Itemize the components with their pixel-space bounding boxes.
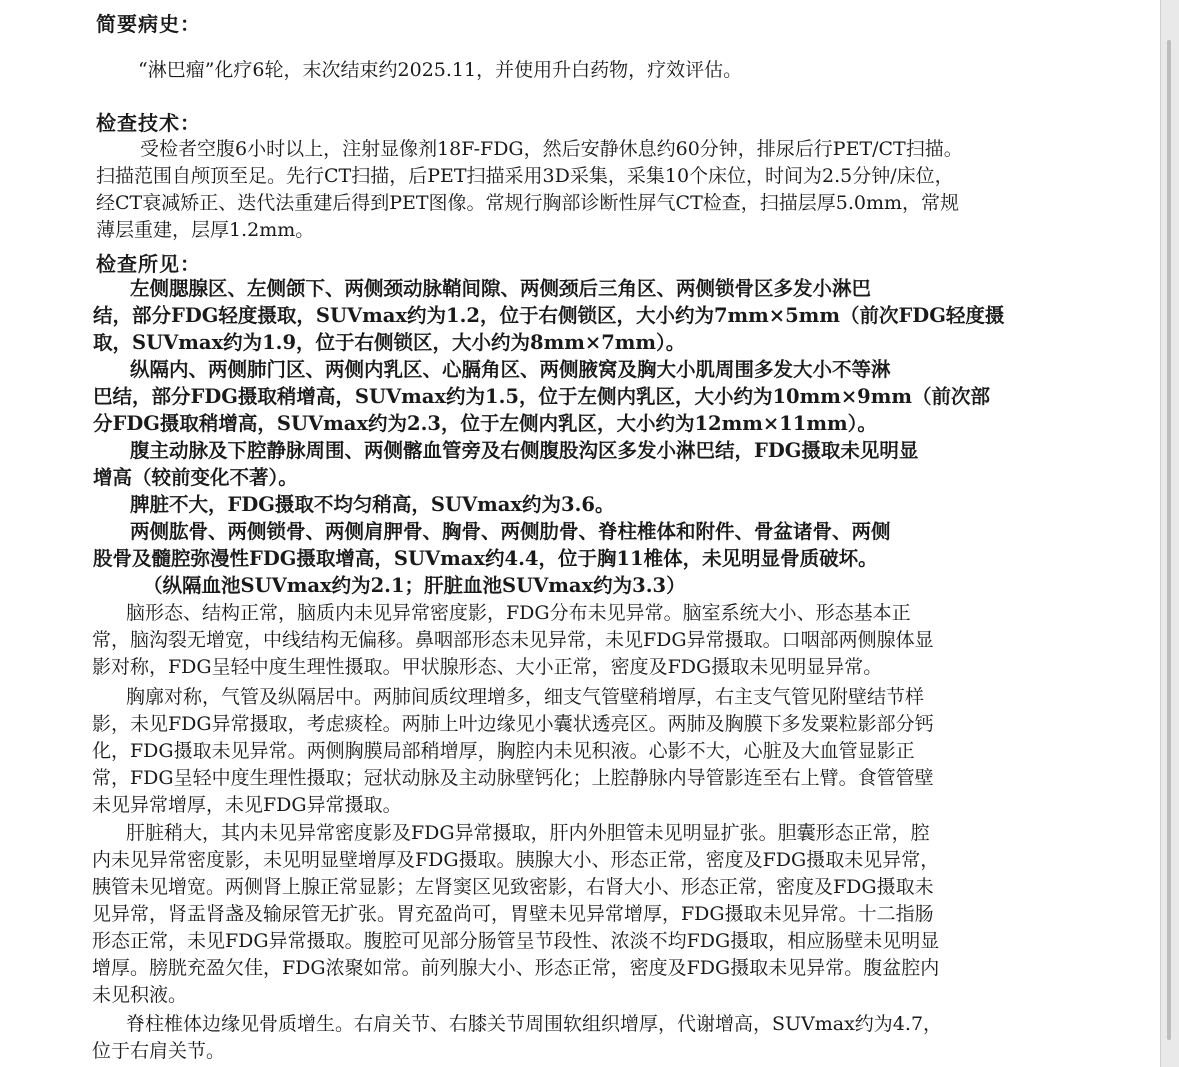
findings-line: 见异常，肾盂肾盏及输尿管无扩张。胃充盈尚可，胃壁未见异常增厚，FDG摄取未见异常。十二指肠 <box>92 903 934 925</box>
technique-heading: 检查技术： <box>96 111 201 135</box>
findings-bold-line: 结，部分FDG轻度摄取，SUVmax约为1.2，位于右侧锁区，大小约为7mm×5mm（前次FDG轻度摄 <box>93 304 1005 327</box>
findings-line: 肝脏稍大，其内未见异常密度影及FDG异常摄取，肝内外胆管未见明显扩张。胆囊形态正常，腔 <box>126 822 930 844</box>
technique-line: 薄层重建，层厚1.2mm。 <box>96 219 315 241</box>
findings-line: 位于右肩关节。 <box>92 1040 226 1062</box>
findings-bold-line: 取，SUVmax约为1.9，位于右侧锁区，大小约为8mm×7mm）。 <box>93 331 686 354</box>
findings-line: 增厚。膀胱充盈欠佳，FDG浓聚如常。前列腺大小、形态正常，密度及FDG摄取未见异常。腹盆腔内 <box>92 957 940 979</box>
findings-line: 内未见异常密度影，未见明显壁增厚及FDG摄取。胰腺大小、形态正常，密度及FDG摄取未见异常， <box>92 849 940 871</box>
report-page <box>88 0 1140 1067</box>
findings-line: 影，未见FDG异常摄取，考虑痰栓。两肺上叶边缘见小囊状透亮区。两肺及胸膜下多发粟粒影部分钙 <box>92 713 934 735</box>
technique-line: 受检者空腹6小时以上，注射显像剂18F-FDG，然后安静休息约60分钟，排尿后行PET/CT扫描。 <box>140 138 963 160</box>
findings-bold-line: （纵隔血池SUVmax约为2.1；肝脏血池SUVmax约为3.3） <box>143 574 686 597</box>
findings-line: 脑形态、结构正常，脑质内未见异常密度影，FDG分布未见异常。脑室系统大小、形态基本正 <box>126 602 911 624</box>
scrollbar[interactable] <box>1160 0 1179 1067</box>
technique-line: 经CT衰减矫正、迭代法重建后得到PET图像。常规行胸部诊断性屏气CT检查，扫描层厚5.0mm，常规 <box>96 192 959 214</box>
findings-bold-line: 脾脏不大，FDG摄取不均匀稍高，SUVmax约为3.6。 <box>130 493 615 516</box>
findings-bold-line: 分FDG摄取稍增高，SUVmax约为2.3，位于左侧内乳区，大小约为12mm×11mm）。 <box>93 412 877 435</box>
findings-bold-line: 两侧肱骨、两侧锁骨、两侧肩胛骨、胸骨、两侧肋骨、脊柱椎体和附件、骨盆诸骨、两侧 <box>130 520 891 543</box>
findings-bold-line: 股骨及髓腔弥漫性FDG摄取增高，SUVmax约4.4，位于胸11椎体，未见明显骨质破坏。 <box>93 547 878 570</box>
findings-heading: 检查所见： <box>96 252 201 276</box>
findings-line: 常，脑沟裂无增宽，中线结构无偏移。鼻咽部形态未见异常，未见FDG异常摄取。口咽部两侧腺体显 <box>92 629 934 651</box>
history-line: “淋巴瘤”化疗6轮，末次结束约2025.11，并使用升白药物，疗效评估。 <box>138 59 743 81</box>
findings-bold-line: 巴结，部分FDG摄取稍增高，SUVmax约为1.5，位于左侧内乳区，大小约为10mm×9mm（前次部 <box>93 385 991 408</box>
scrollbar-thumb[interactable] <box>1167 40 1171 1040</box>
history-heading: 简要病史： <box>96 12 201 36</box>
findings-line: 未见积液。 <box>92 984 188 1006</box>
findings-line: 常，FDG呈轻中度生理性摄取；冠状动脉及主动脉壁钙化；上腔静脉内导管影连至右上臂。食管管壁 <box>92 767 934 789</box>
findings-line: 化，FDG摄取未见异常。两侧胸膜局部稍增厚，胸腔内未见积液。心影不大，心脏及大血管显影正 <box>92 740 915 762</box>
findings-bold-line: 增高（较前变化不著）。 <box>93 466 298 489</box>
findings-line: 影对称，FDG呈轻中度生理性摄取。甲状腺形态、大小正常，密度及FDG摄取未见明显异常。 <box>92 656 883 678</box>
findings-line: 形态正常，未见FDG异常摄取。腹腔可见部分肠管呈节段性、浓淡不均FDG摄取，相应肠壁未见明显 <box>92 930 940 952</box>
findings-bold-line: 纵隔内、两侧肺门区、两侧内乳区、心膈角区、两侧腋窝及胸大小肌周围多发大小不等淋 <box>130 358 891 381</box>
findings-line: 胸廓对称，气管及纵隔居中。两肺间质纹理增多，细支气管壁稍增厚，右主支气管见附壁结节样 <box>126 686 925 708</box>
technique-line: 扫描范围自颅顶至足。先行CT扫描，后PET扫描采用3D采集，采集10个床位，时间为2.5分钟/床位， <box>96 165 954 187</box>
findings-bold-line: 腹主动脉及下腔静脉周围、两侧髂血管旁及右侧腹股沟区多发小淋巴结，FDG摄取未见明显 <box>130 439 919 462</box>
findings-line: 脊柱椎体边缘见骨质增生。右肩关节、右膝关节周围软组织增厚，代谢增高，SUVmax约为4.7， <box>126 1013 943 1035</box>
findings-line: 未见异常增厚，未见FDG异常摄取。 <box>92 794 402 816</box>
findings-line: 胰管未见增宽。两侧肾上腺正常显影；左肾窦区见致密影，右肾大小、形态正常，密度及FDG摄取未 <box>92 876 934 898</box>
findings-bold-line: 左侧腮腺区、左侧颌下、两侧颈动脉鞘间隙、两侧颈后三角区、两侧锁骨区多发小淋巴 <box>130 277 872 300</box>
